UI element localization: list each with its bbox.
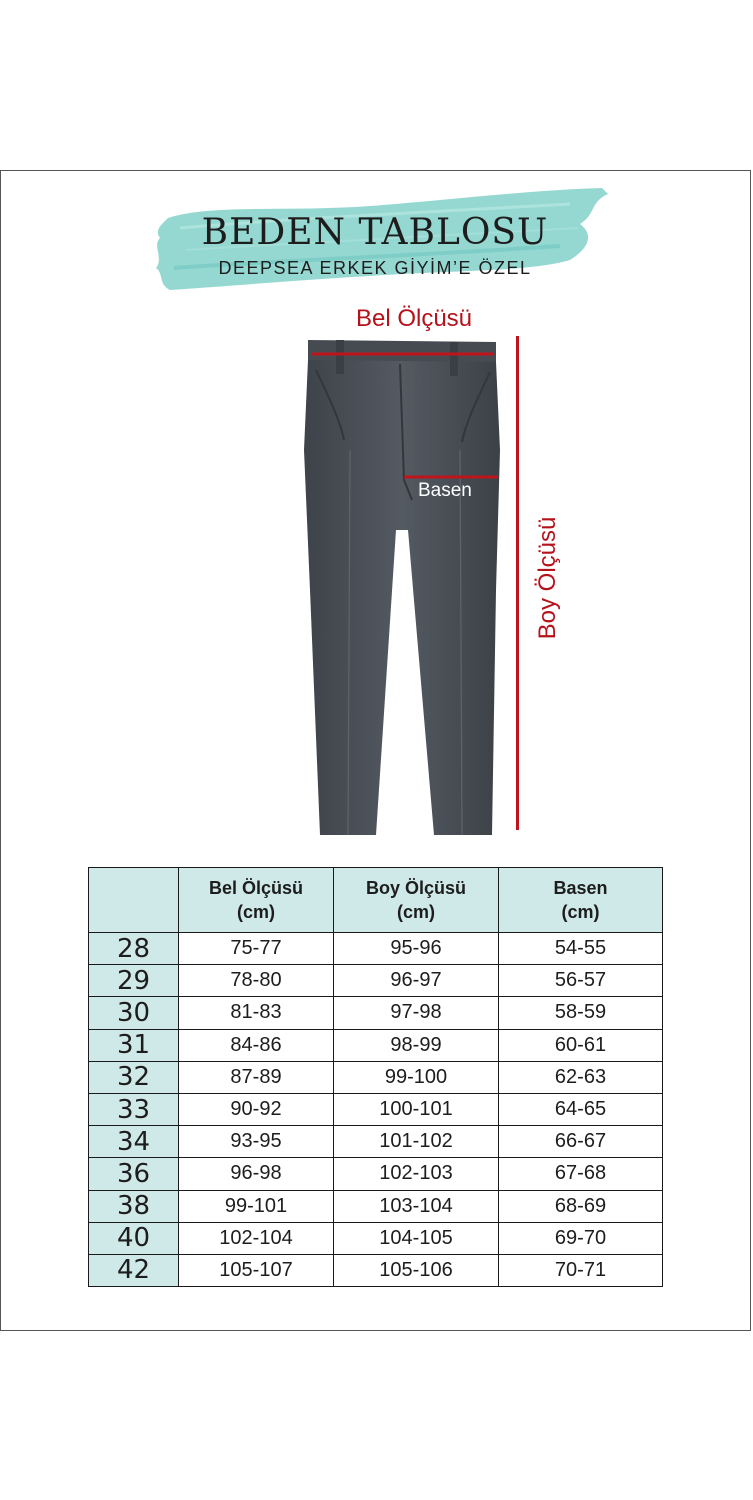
- hip-cell: 69-70: [499, 1222, 663, 1254]
- table-row: [89, 1222, 663, 1254]
- page-subtitle: DEEPSEA ERKEK GİYİM’E ÖZEL: [218, 258, 532, 278]
- hip-cell: 54-55: [499, 933, 663, 965]
- length-cell: 99-100: [334, 1061, 499, 1093]
- table-row: [89, 1190, 663, 1222]
- table-row: [89, 965, 663, 997]
- table-row: [89, 1029, 663, 1061]
- waist-cell: 99-101: [179, 1190, 334, 1222]
- waist-cell: 93-95: [179, 1126, 334, 1158]
- size-cell: 42: [89, 1254, 179, 1286]
- length-measure-line: [516, 336, 519, 830]
- waist-cell: 87-89: [179, 1061, 334, 1093]
- length-cell: 105-106: [334, 1254, 499, 1286]
- table-row: [89, 1093, 663, 1125]
- waist-cell: 96-98: [179, 1158, 334, 1190]
- size-cell: 33: [89, 1093, 179, 1125]
- header-length: Boy Ölçüsü (cm): [334, 868, 499, 933]
- size-cell: 31: [89, 1029, 179, 1061]
- table-row: [89, 933, 663, 965]
- hip-cell: 58-59: [499, 997, 663, 1029]
- length-cell: 100-101: [334, 1093, 499, 1125]
- hip-cell: 66-67: [499, 1126, 663, 1158]
- trousers-illustration: [300, 330, 510, 838]
- table-header-row: [89, 868, 663, 933]
- table-row: [89, 1061, 663, 1093]
- table-row: [89, 1126, 663, 1158]
- size-cell: 36: [89, 1158, 179, 1190]
- header-size: [89, 868, 179, 933]
- header-hip: Basen (cm): [499, 868, 663, 933]
- size-cell: 32: [89, 1061, 179, 1093]
- length-cell: 95-96: [334, 933, 499, 965]
- waist-cell: 90-92: [179, 1093, 334, 1125]
- hip-cell: 60-61: [499, 1029, 663, 1061]
- hip-cell: 70-71: [499, 1254, 663, 1286]
- waist-cell: 84-86: [179, 1029, 334, 1061]
- table-row: [89, 1158, 663, 1190]
- header-waist: Bel Ölçüsü (cm): [179, 868, 334, 933]
- hip-measure-label: Basen: [418, 480, 472, 501]
- length-cell: 96-97: [334, 965, 499, 997]
- size-cell: 40: [89, 1222, 179, 1254]
- waist-cell: 102-104: [179, 1222, 334, 1254]
- length-cell: 102-103: [334, 1158, 499, 1190]
- size-cell: 30: [89, 997, 179, 1029]
- hip-cell: 67-68: [499, 1158, 663, 1190]
- size-table: [88, 867, 663, 1287]
- length-cell: 98-99: [334, 1029, 499, 1061]
- length-cell: 104-105: [334, 1222, 499, 1254]
- waist-cell: 75-77: [179, 933, 334, 965]
- size-cell: 28: [89, 933, 179, 965]
- size-cell: 29: [89, 965, 179, 997]
- hip-cell: 62-63: [499, 1061, 663, 1093]
- size-cell: 34: [89, 1126, 179, 1158]
- length-measure-label: Boy Ölçüsü: [534, 516, 561, 640]
- length-cell: 97-98: [334, 997, 499, 1029]
- table-row: [89, 1254, 663, 1286]
- table-row: [89, 997, 663, 1029]
- page-title: BEDEN TABLOSU: [201, 212, 549, 253]
- waist-cell: 105-107: [179, 1254, 334, 1286]
- length-cell: 103-104: [334, 1190, 499, 1222]
- hip-cell: 68-69: [499, 1190, 663, 1222]
- waist-cell: 81-83: [179, 997, 334, 1029]
- waist-measure-label: Bel Ölçüsü: [355, 305, 473, 332]
- size-cell: 38: [89, 1190, 179, 1222]
- hip-cell: 56-57: [499, 965, 663, 997]
- hip-cell: 64-65: [499, 1093, 663, 1125]
- waist-cell: 78-80: [179, 965, 334, 997]
- length-cell: 101-102: [334, 1126, 499, 1158]
